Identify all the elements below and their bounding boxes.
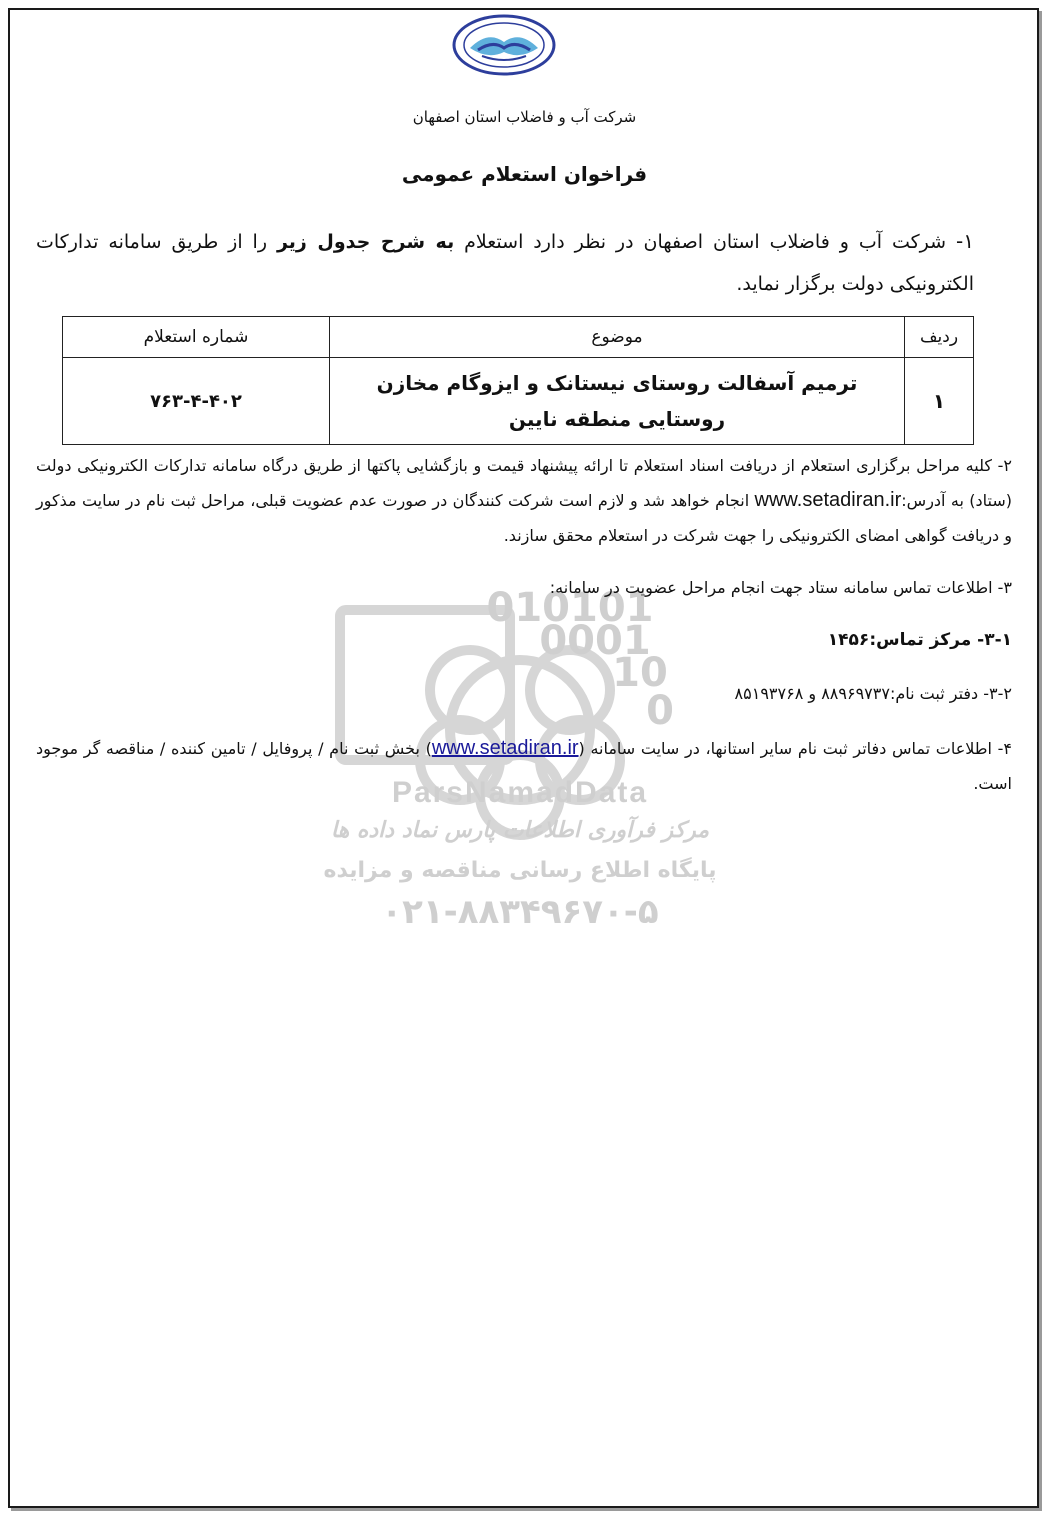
table-header-row <box>63 317 974 358</box>
paragraph-1 <box>36 220 974 305</box>
table-row <box>63 358 974 445</box>
company-logo <box>448 12 560 78</box>
watermark-phone: ۰۲۱-۸۸۳۴۹۶۷۰-۵ <box>381 892 659 932</box>
paragraph-2 <box>36 448 1012 553</box>
paragraph-2-text-before: ۲- کلیه مراحل برگزاری استعلام از دریافت اسناد استعلام تا ارائه پیشنهاد قیمت و بازگشایی پاکتها از طریق درگاه سامانه تدارکات الکترونیکی دولت (ستاد) به آدرس: <box>36 456 1013 510</box>
paragraph-3: ۳- اطلاعات تماس سامانه ستاد جهت انجام مراحل عضویت در سامانه: <box>549 578 1012 597</box>
watermark-brand: ParsNamadData <box>391 776 649 809</box>
paragraph-4-text-before: ۴- اطلاعات تماس دفاتر ثبت نام سایر استانها، در سایت سامانه ( <box>578 739 1012 758</box>
registration-office: ۳-۲- دفتر ثبت نام:۸۸۹۶۹۷۳۷ و ۸۵۱۹۳۷۶۸ <box>734 684 1012 703</box>
watermark-digits-4: 0 <box>646 688 674 734</box>
header-row-number: ردیف <box>905 317 974 358</box>
paragraph-2-text-after: انجام خواهد شد و لازم است شرکت کنندگان در صورت عدم عضویت قبلی، مراحل ثبت نام در سایت مذکور و دریافت گواهی امضای الکترونیکی را جهت شرکت در استعلام محقق سازند. <box>36 491 1012 545</box>
header-inquiry-number: شماره استعلام <box>63 317 330 358</box>
setad-url-link[interactable]: www.setadiran.ir <box>754 489 902 511</box>
cell-subject: ترمیم آسفالت روستای نیستانک و ایزوگام مخازن روستایی منطقه نایین <box>376 371 858 431</box>
inquiry-table <box>62 316 974 445</box>
company-name: شرکت آب و فاضلاب استان اصفهان <box>412 108 637 126</box>
header-subject: موضوع <box>330 317 905 358</box>
paragraph-4 <box>36 731 1012 801</box>
watermark-line2: پایگاه اطلاع رسانی مناقصه و مزایده <box>323 858 717 883</box>
document-title: فراخوان استعلام عمومی <box>401 162 648 186</box>
setad-url-link-2[interactable]: www.setadiran.ir <box>431 737 579 759</box>
watermark-digits-2: 0001 <box>539 618 651 664</box>
paragraph-4-text-after: ) بخش ثبت نام / پروفایل / تامین کننده / مناقصه گر موجود است. <box>36 739 1012 793</box>
paragraph-1-text-after: را از طریق سامانه تدارکات الکترونیکی دولت برگزار نماید. <box>36 231 974 295</box>
paragraph-1-number: ۱- <box>956 229 974 253</box>
contact-center: ۳-۱- مرکز تماس:۱۴۵۶ <box>827 630 1012 650</box>
cell-inquiry-number: ۷۶۳-۴-۴۰۲ <box>150 390 242 412</box>
watermark-line1: مرکز فرآوری اطلاعات پارس نماد داده ها <box>330 818 710 843</box>
paragraph-1-text-before: شرکت آب و فاضلاب استان اصفهان در نظر دارد استعلام <box>454 231 957 253</box>
watermark-digits-3: 10 <box>612 650 668 696</box>
paragraph-1-bold: به شرح جدول زیر <box>276 231 455 253</box>
watermark-digits-1: 010101 <box>486 585 654 631</box>
cell-row-number: ۱ <box>932 389 946 413</box>
